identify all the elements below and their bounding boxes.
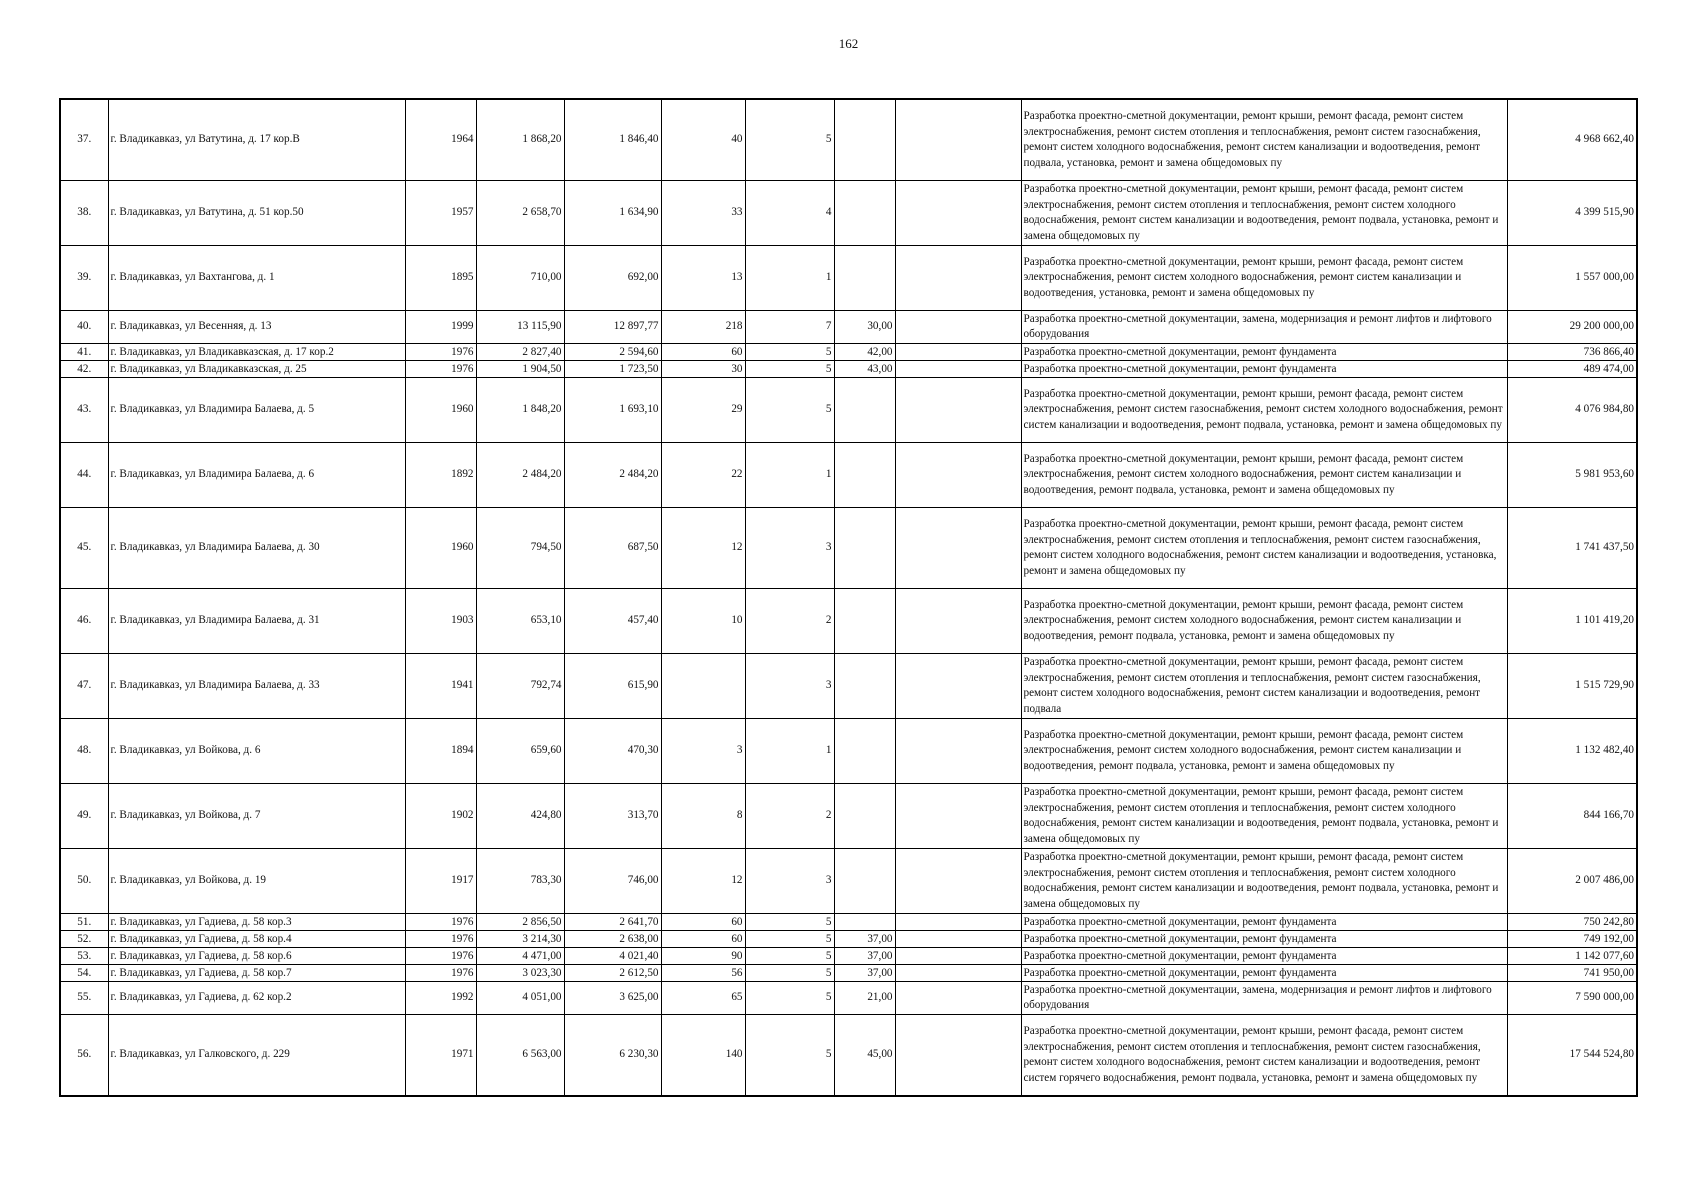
address-cell: г. Владикавказ, ул Весенняя, д. 13 [108,311,405,344]
residents-cell: 3 [661,719,745,784]
cost-cell: 1 142 077,60 [1507,948,1637,965]
wear-cell [834,719,895,784]
floors-cell: 5 [745,378,834,443]
residents-cell: 90 [661,948,745,965]
wear-cell [834,443,895,508]
living-area-cell: 12 897,77 [564,311,661,344]
total-area-cell: 3 023,30 [476,965,564,982]
works-cell: Разработка проектно-сметной документации, ремонт крыши, ремонт фасада, ремонт систем электроснабжения, ремонт систем отопления и теплоснабжения, ремонт систем газоснабжения, ремонт систем холодного водоснабжения, ремонт систем канализации и водоотведения, установка, ремонт и замена общедомовых пу [1021,508,1507,589]
address-cell: г. Владикавказ, ул Войкова, д. 6 [108,719,405,784]
total-area-cell: 794,50 [476,508,564,589]
row-number: 39. [60,246,108,311]
living-area-cell: 746,00 [564,849,661,914]
living-area-cell: 4 021,40 [564,948,661,965]
residents-cell: 65 [661,982,745,1015]
living-area-cell: 2 484,20 [564,443,661,508]
table-row [60,982,1637,1015]
floors-cell: 1 [745,719,834,784]
works-cell: Разработка проектно-сметной документации, ремонт крыши, ремонт фасада, ремонт систем электроснабжения, ремонт систем холодного водоснабжения, ремонт систем канализации и водоотведения, ремонт подвала, установка, ремонт и замена общедомовых пу [1021,589,1507,654]
residents-cell: 30 [661,361,745,378]
year-cell: 1894 [405,719,476,784]
living-area-cell: 3 625,00 [564,982,661,1015]
living-area-cell: 687,50 [564,508,661,589]
year-cell: 1992 [405,982,476,1015]
housing-repair-table [59,98,1638,1097]
year-cell: 1960 [405,378,476,443]
table-row [60,246,1637,311]
row-number: 45. [60,508,108,589]
works-cell: Разработка проектно-сметной документации, ремонт крыши, ремонт фасада, ремонт систем электроснабжения, ремонт систем отопления и теплоснабжения, ремонт систем газоснабжения, ремонт систем холодного водоснабжения, ремонт систем канализации и водоотведения, ремонт подвала, установка, ремонт и замена общедомовых пу [1021,99,1507,181]
wear-cell: 21,00 [834,982,895,1015]
floors-cell: 5 [745,931,834,948]
year-cell: 1971 [405,1015,476,1097]
row-number: 50. [60,849,108,914]
address-cell: г. Владикавказ, ул Владимира Балаева, д. 31 [108,589,405,654]
cost-cell: 1 741 437,50 [1507,508,1637,589]
works-cell: Разработка проектно-сметной документации, ремонт фундамента [1021,965,1507,982]
works-cell: Разработка проектно-сметной документации, ремонт крыши, ремонт фасада, ремонт систем электроснабжения, ремонт систем отопления и теплоснабжения, ремонт систем холодного водоснабжения, ремонт систем канализации и водоотведения, ремонт подвала, установка, ремонт и замена общедомовых пу [1021,181,1507,246]
year-cell: 1976 [405,965,476,982]
address-cell: г. Владикавказ, ул Галковского, д. 229 [108,1015,405,1097]
floors-cell: 5 [745,948,834,965]
works-cell: Разработка проектно-сметной документации, ремонт фундамента [1021,344,1507,361]
wear-cell: 30,00 [834,311,895,344]
wear-cell [834,508,895,589]
row-number: 38. [60,181,108,246]
table-row [60,378,1637,443]
living-area-cell: 470,30 [564,719,661,784]
floors-cell: 5 [745,982,834,1015]
cost-cell: 4 076 984,80 [1507,378,1637,443]
residents-cell: 60 [661,931,745,948]
total-area-cell: 2 658,70 [476,181,564,246]
residents-cell: 40 [661,99,745,181]
floors-cell: 5 [745,965,834,982]
year-cell: 1964 [405,99,476,181]
cost-cell: 489 474,00 [1507,361,1637,378]
cost-cell: 844 166,70 [1507,784,1637,849]
address-cell: г. Владикавказ, ул Ватутина, д. 17 кор.В [108,99,405,181]
empty-cell [895,311,1021,344]
residents-cell: 218 [661,311,745,344]
empty-cell [895,719,1021,784]
empty-cell [895,246,1021,311]
table-body [60,99,1637,1096]
works-cell: Разработка проектно-сметной документации, ремонт крыши, ремонт фасада, ремонт систем электроснабжения, ремонт систем холодного водоснабжения, ремонт систем канализации и водоотведения, ремонт подвала, установка, ремонт и замена общедомовых пу [1021,719,1507,784]
wear-cell [834,784,895,849]
wear-cell [834,849,895,914]
row-number: 48. [60,719,108,784]
residents-cell: 56 [661,965,745,982]
floors-cell: 1 [745,246,834,311]
total-area-cell: 2 856,50 [476,914,564,931]
row-number: 42. [60,361,108,378]
cost-cell: 1 515 729,90 [1507,654,1637,719]
wear-cell: 37,00 [834,931,895,948]
total-area-cell: 4 471,00 [476,948,564,965]
living-area-cell: 2 612,50 [564,965,661,982]
year-cell: 1976 [405,931,476,948]
table-row [60,589,1637,654]
residents-cell: 29 [661,378,745,443]
row-number: 49. [60,784,108,849]
empty-cell [895,914,1021,931]
cost-cell: 750 242,80 [1507,914,1637,931]
table-row [60,443,1637,508]
empty-cell [895,965,1021,982]
empty-cell [895,849,1021,914]
works-cell: Разработка проектно-сметной документации, ремонт фундамента [1021,914,1507,931]
residents-cell: 140 [661,1015,745,1097]
cost-cell: 4 399 515,90 [1507,181,1637,246]
wear-cell [834,99,895,181]
address-cell: г. Владикавказ, ул Вахтангова, д. 1 [108,246,405,311]
floors-cell: 2 [745,784,834,849]
works-cell: Разработка проектно-сметной документации, ремонт крыши, ремонт фасада, ремонт систем электроснабжения, ремонт систем газоснабжения, ремонт систем холодного водоснабжения, ремонт систем канализации и водоотведения, ремонт подвала, установка, ремонт и замена общедомовых пу [1021,378,1507,443]
living-area-cell: 2 641,70 [564,914,661,931]
year-cell: 1902 [405,784,476,849]
floors-cell: 4 [745,181,834,246]
empty-cell [895,508,1021,589]
row-number: 53. [60,948,108,965]
living-area-cell: 692,00 [564,246,661,311]
total-area-cell: 1 868,20 [476,99,564,181]
wear-cell: 43,00 [834,361,895,378]
wear-cell: 45,00 [834,1015,895,1097]
floors-cell: 3 [745,654,834,719]
residents-cell: 60 [661,914,745,931]
year-cell: 1895 [405,246,476,311]
empty-cell [895,378,1021,443]
floors-cell: 5 [745,99,834,181]
page-number: 162 [838,36,859,51]
works-cell: Разработка проектно-сметной документации, ремонт фундамента [1021,931,1507,948]
empty-cell [895,982,1021,1015]
wear-cell: 42,00 [834,344,895,361]
row-number: 41. [60,344,108,361]
empty-cell [895,654,1021,719]
table-row [60,784,1637,849]
table-row [60,931,1637,948]
works-cell: Разработка проектно-сметной документации, ремонт крыши, ремонт фасада, ремонт систем электроснабжения, ремонт систем отопления и теплоснабжения, ремонт систем газоснабжения, ремонт систем холодного водоснабжения, ремонт систем канализации и водоотведения, ремонт систем горячего водоснабжения, ремонт подвала, установка, ремонт и замена общедомовых пу [1021,1015,1507,1097]
total-area-cell: 653,10 [476,589,564,654]
total-area-cell: 2 827,40 [476,344,564,361]
cost-cell: 1 557 000,00 [1507,246,1637,311]
floors-cell: 2 [745,589,834,654]
year-cell: 1976 [405,344,476,361]
floors-cell: 5 [745,344,834,361]
cost-cell: 741 950,00 [1507,965,1637,982]
year-cell: 1976 [405,948,476,965]
residents-cell: 10 [661,589,745,654]
table-row [60,344,1637,361]
year-cell: 1941 [405,654,476,719]
row-number: 40. [60,311,108,344]
cost-cell: 736 866,40 [1507,344,1637,361]
address-cell: г. Владикавказ, ул Войкова, д. 7 [108,784,405,849]
year-cell: 1999 [405,311,476,344]
works-cell: Разработка проектно-сметной документации, ремонт фундамента [1021,361,1507,378]
floors-cell: 7 [745,311,834,344]
total-area-cell: 710,00 [476,246,564,311]
living-area-cell: 6 230,30 [564,1015,661,1097]
total-area-cell: 13 115,90 [476,311,564,344]
floors-cell: 1 [745,443,834,508]
empty-cell [895,589,1021,654]
row-number: 52. [60,931,108,948]
row-number: 51. [60,914,108,931]
works-cell: Разработка проектно-сметной документации, замена, модернизация и ремонт лифтов и лифтового оборудования [1021,311,1507,344]
cost-cell: 2 007 486,00 [1507,849,1637,914]
row-number: 56. [60,1015,108,1097]
cost-cell: 7 590 000,00 [1507,982,1637,1015]
empty-cell [895,99,1021,181]
works-cell: Разработка проектно-сметной документации, ремонт крыши, ремонт фасада, ремонт систем электроснабжения, ремонт систем отопления и теплоснабжения, ремонт систем холодного водоснабжения, ремонт систем канализации и водоотведения, ремонт подвала, установка, ремонт и замена общедомовых пу [1021,849,1507,914]
year-cell: 1957 [405,181,476,246]
empty-cell [895,181,1021,246]
floors-cell: 5 [745,914,834,931]
row-number: 44. [60,443,108,508]
living-area-cell: 1 846,40 [564,99,661,181]
residents-cell: 33 [661,181,745,246]
year-cell: 1960 [405,508,476,589]
cost-cell: 5 981 953,60 [1507,443,1637,508]
row-number: 37. [60,99,108,181]
year-cell: 1903 [405,589,476,654]
row-number: 43. [60,378,108,443]
row-number: 46. [60,589,108,654]
wear-cell [834,654,895,719]
cost-cell: 749 192,00 [1507,931,1637,948]
residents-cell [661,654,745,719]
empty-cell [895,1015,1021,1097]
wear-cell: 37,00 [834,948,895,965]
address-cell: г. Владикавказ, ул Гадиева, д. 58 кор.6 [108,948,405,965]
residents-cell: 8 [661,784,745,849]
address-cell: г. Владикавказ, ул Владимира Балаева, д. 6 [108,443,405,508]
year-cell: 1976 [405,914,476,931]
total-area-cell: 4 051,00 [476,982,564,1015]
table-row [60,181,1637,246]
living-area-cell: 615,90 [564,654,661,719]
table-row [60,914,1637,931]
table-row [60,99,1637,181]
wear-cell: 37,00 [834,965,895,982]
floors-cell: 3 [745,508,834,589]
total-area-cell: 1 848,20 [476,378,564,443]
total-area-cell: 3 214,30 [476,931,564,948]
empty-cell [895,361,1021,378]
address-cell: г. Владикавказ, ул Гадиева, д. 58 кор.3 [108,914,405,931]
table-row [60,849,1637,914]
table-row [60,361,1637,378]
cost-cell: 4 968 662,40 [1507,99,1637,181]
table-row [60,311,1637,344]
table-row [60,948,1637,965]
empty-cell [895,344,1021,361]
address-cell: г. Владикавказ, ул Войкова, д. 19 [108,849,405,914]
cost-cell: 29 200 000,00 [1507,311,1637,344]
empty-cell [895,931,1021,948]
address-cell: г. Владикавказ, ул Гадиева, д. 58 кор.7 [108,965,405,982]
row-number: 55. [60,982,108,1015]
residents-cell: 12 [661,508,745,589]
living-area-cell: 313,70 [564,784,661,849]
address-cell: г. Владикавказ, ул Владимира Балаева, д. 33 [108,654,405,719]
wear-cell [834,246,895,311]
residents-cell: 22 [661,443,745,508]
works-cell: Разработка проектно-сметной документации, ремонт крыши, ремонт фасада, ремонт систем электроснабжения, ремонт систем холодного водоснабжения, ремонт систем канализации и водоотведения, ремонт подвала, установка, ремонт и замена общедомовых пу [1021,443,1507,508]
residents-cell: 60 [661,344,745,361]
total-area-cell: 424,80 [476,784,564,849]
total-area-cell: 783,30 [476,849,564,914]
total-area-cell: 659,60 [476,719,564,784]
living-area-cell: 1 723,50 [564,361,661,378]
works-cell: Разработка проектно-сметной документации, ремонт фундамента [1021,948,1507,965]
year-cell: 1976 [405,361,476,378]
address-cell: г. Владикавказ, ул Владикавказская, д. 25 [108,361,405,378]
table-row [60,508,1637,589]
wear-cell [834,378,895,443]
works-cell: Разработка проектно-сметной документации, ремонт крыши, ремонт фасада, ремонт систем электроснабжения, ремонт систем отопления и теплоснабжения, ремонт систем холодного водоснабжения, ремонт систем канализации и водоотведения, ремонт подвала, установка, ремонт и замена общедомовых пу [1021,784,1507,849]
works-cell: Разработка проектно-сметной документации, ремонт крыши, ремонт фасада, ремонт систем электроснабжения, ремонт систем холодного водоснабжения, ремонт систем канализации и водоотведения, установка, ремонт и замена общедомовых пу [1021,246,1507,311]
table-row [60,1015,1637,1097]
empty-cell [895,443,1021,508]
wear-cell [834,914,895,931]
wear-cell [834,589,895,654]
cost-cell: 17 544 524,80 [1507,1015,1637,1097]
living-area-cell: 457,40 [564,589,661,654]
address-cell: г. Владикавказ, ул Владимира Балаева, д. 30 [108,508,405,589]
residents-cell: 12 [661,849,745,914]
total-area-cell: 2 484,20 [476,443,564,508]
works-cell: Разработка проектно-сметной документации, замена, модернизация и ремонт лифтов и лифтового оборудования [1021,982,1507,1015]
total-area-cell: 6 563,00 [476,1015,564,1097]
cost-cell: 1 101 419,20 [1507,589,1637,654]
year-cell: 1917 [405,849,476,914]
address-cell: г. Владикавказ, ул Владимира Балаева, д. 5 [108,378,405,443]
address-cell: г. Владикавказ, ул Владикавказская, д. 17 кор.2 [108,344,405,361]
row-number: 54. [60,965,108,982]
living-area-cell: 2 594,60 [564,344,661,361]
floors-cell: 5 [745,361,834,378]
residents-cell: 13 [661,246,745,311]
works-cell: Разработка проектно-сметной документации, ремонт крыши, ремонт фасада, ремонт систем электроснабжения, ремонт систем отопления и теплоснабжения, ремонт систем газоснабжения, ремонт систем холодного водоснабжения, ремонт систем канализации и водоотведения, ремонт подвала [1021,654,1507,719]
cost-cell: 1 132 482,40 [1507,719,1637,784]
address-cell: г. Владикавказ, ул Гадиева, д. 62 кор.2 [108,982,405,1015]
floors-cell: 5 [745,1015,834,1097]
address-cell: г. Владикавказ, ул Ватутина, д. 51 кор.50 [108,181,405,246]
table-row [60,719,1637,784]
address-cell: г. Владикавказ, ул Гадиева, д. 58 кор.4 [108,931,405,948]
living-area-cell: 1 634,90 [564,181,661,246]
row-number: 47. [60,654,108,719]
living-area-cell: 1 693,10 [564,378,661,443]
living-area-cell: 2 638,00 [564,931,661,948]
year-cell: 1892 [405,443,476,508]
floors-cell: 3 [745,849,834,914]
table-row [60,965,1637,982]
empty-cell [895,948,1021,965]
table-row [60,654,1637,719]
total-area-cell: 792,74 [476,654,564,719]
wear-cell [834,181,895,246]
total-area-cell: 1 904,50 [476,361,564,378]
empty-cell [895,784,1021,849]
